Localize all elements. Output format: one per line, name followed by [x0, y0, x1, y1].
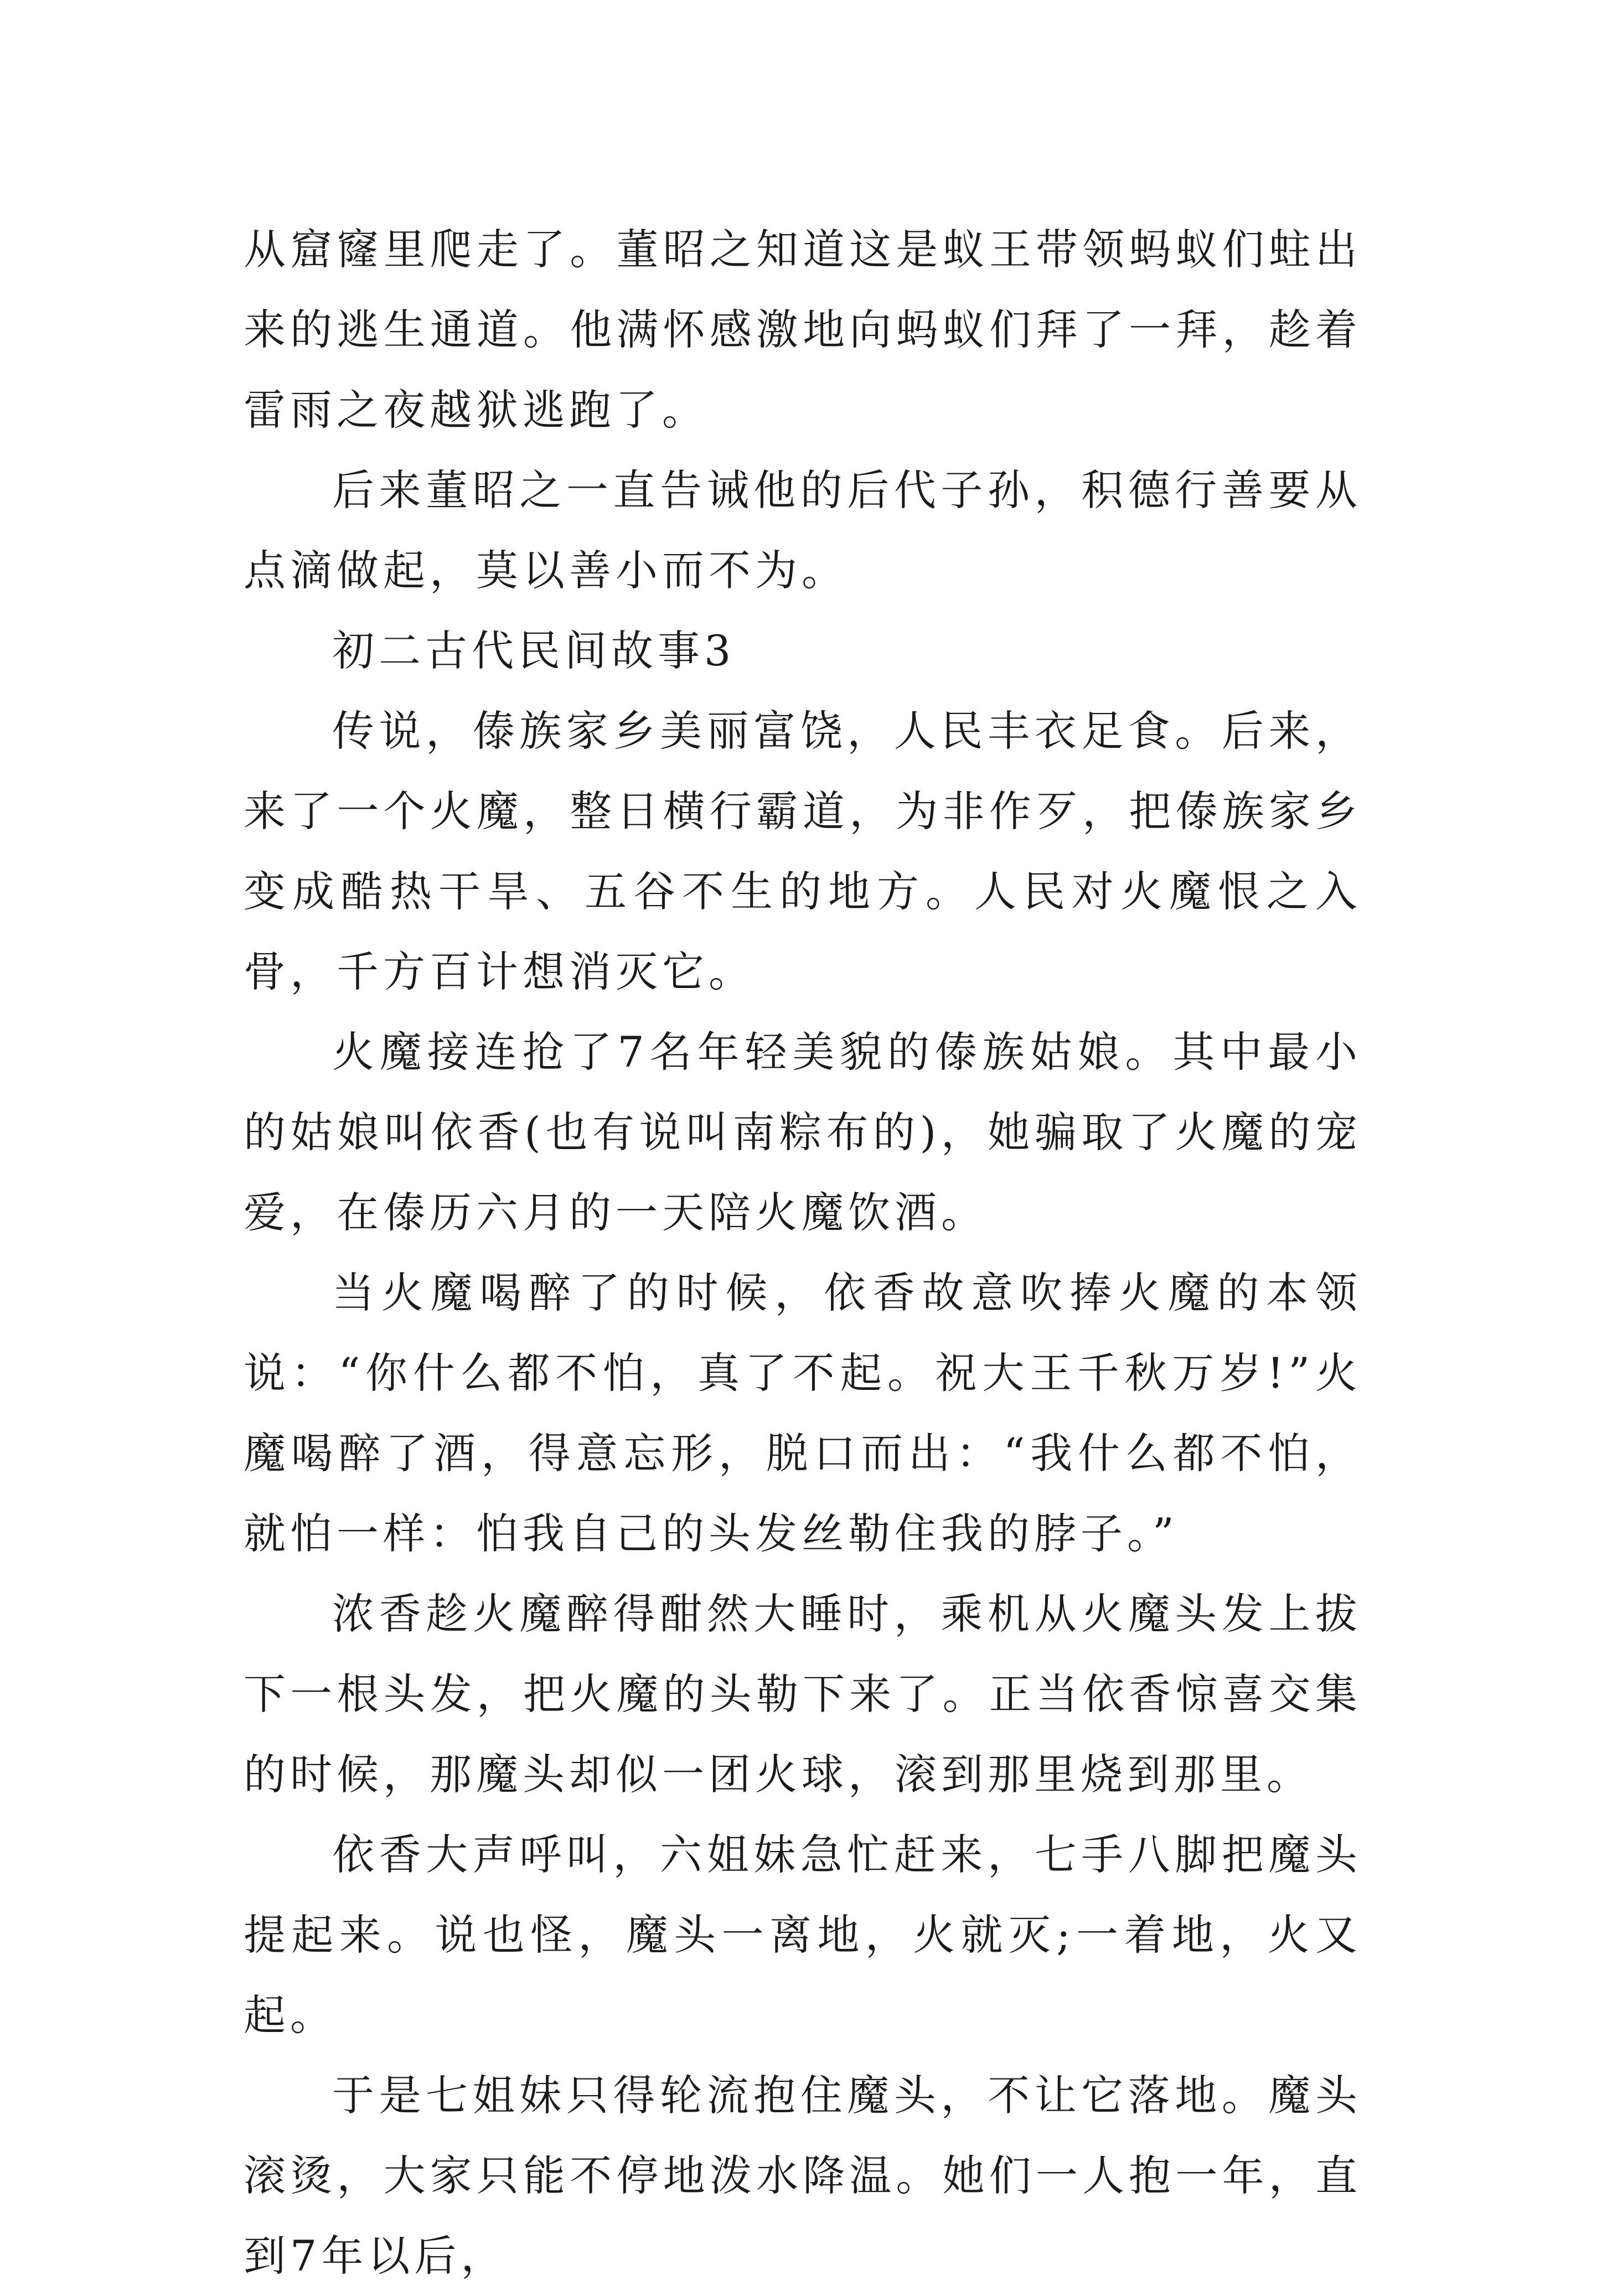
story-paragraph-3: 当火魔喝醉了的时候，依香故意吹捧火魔的本领说：“你什么都不怕，真了不起。祝大王千秋万岁!”火魔喝醉了酒，得意忘形，脱口而出：“我什么都不怕，就怕一样：怕我自己的头发丝勒住我的脖子。”	[244, 1268, 1362, 1558]
story-paragraph-5: 依香大声呼叫，六姐妹急忙赶来，七手八脚把魔头提起来。说也怪，魔头一离地，火就灭;一着地，火又起。	[244, 1830, 1362, 2040]
section-heading: 初二古代民间故事3	[332, 626, 736, 675]
story-paragraph-1: 传说，傣族家乡美丽富饶，人民丰衣足食。后来，来了一个火魔，整日横行霸道，为非作歹，把傣族家乡变成酷热干旱、五谷不生的地方。人民对火魔恨之入骨，千方百计想消灭它。	[244, 706, 1362, 996]
paragraph-moral: 后来董昭之一直告诫他的后代子孙，积德行善要从点滴做起，莫以善小而不为。	[244, 466, 1362, 595]
story-paragraph-6: 于是七姐妹只得轮流抱住魔头，不让它落地。魔头滚烫，大家只能不停地泼水降温。她们一人抱一年，直到7年以后，	[244, 2071, 1362, 2281]
story-paragraph-2: 火魔接连抢了7名年轻美貌的傣族姑娘。其中最小的姑娘叫依香(也有说叫南粽布的)，她骗取了火魔的宠爱，在傣历六月的一天陪火魔饮酒。	[244, 1027, 1362, 1237]
document-body	[244, 209, 1362, 2296]
story-paragraph-4: 浓香趁火魔醉得酣然大睡时，乘机从火魔头发上拔下一根头发，把火魔的头勒下来了。正当依香惊喜交集的时候，那魔头却似一团火球，滚到那里烧到那里。	[244, 1589, 1362, 1799]
paragraph-continuation: 从窟窿里爬走了。董昭之知道这是蚁王带领蚂蚁们蛀出来的逃生通道。他满怀感激地向蚂蚁们拜了一拜，趁着雷雨之夜越狱逃跑了。	[244, 225, 1362, 435]
